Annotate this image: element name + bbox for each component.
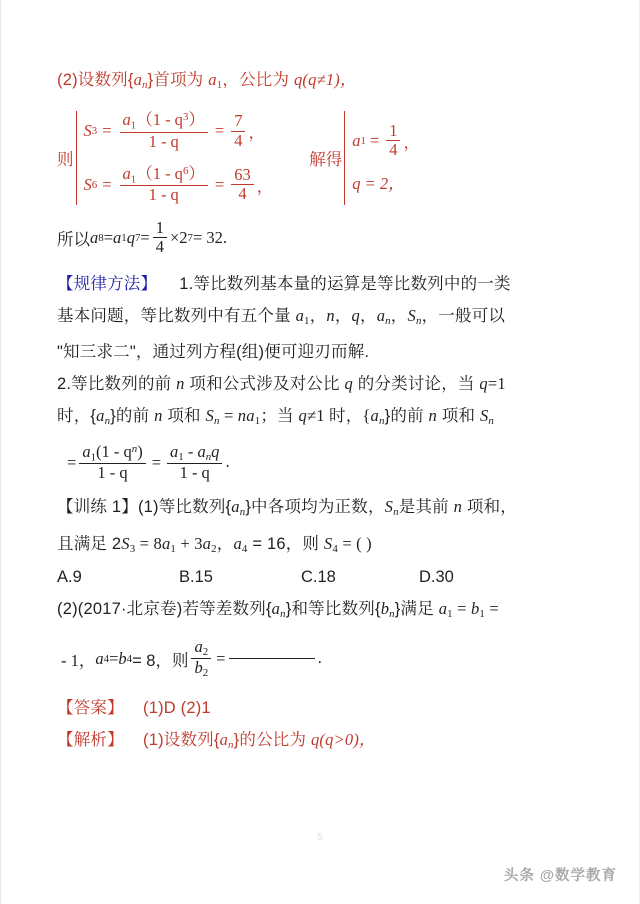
item2-line1a: 2.等比数列的前 — [57, 374, 177, 393]
formula1-numerator — [79, 443, 145, 464]
exercise-line1: 【训练 1】(1)等比数列$\{a_n\}$中各项均为正数，$S_n$是其前 n 项和， — [57, 496, 517, 518]
conc-a1-subscript: 1 — [121, 231, 127, 244]
q2-line1c: }满足 — [394, 599, 439, 618]
option-b[interactable]: B.15 — [179, 567, 213, 586]
s6-num-close: ） — [188, 164, 205, 184]
q1-line2f: = ( ) — [338, 533, 372, 553]
a8-subscript: 8 — [98, 231, 104, 244]
solution-a1 — [352, 122, 420, 160]
f1-num-a-sub: 1 — [90, 451, 96, 464]
sol-a1-subscript: 1 — [360, 134, 366, 147]
s6-subscript: 6 — [91, 178, 98, 191]
equation-s3: S 3 = $\frac{a_1(1 - q^3)}{1 - q}$ = $\frac{7}{4}$ ， — [83, 110, 265, 151]
method-section-line2: 基本问题，等比数列中有五个量 $a_1$，n，q，$a_n$，$S_n$，一般可以 — [57, 305, 506, 327]
option-a[interactable]: A.9 — [57, 567, 82, 586]
conc-q-symbol: q — [126, 227, 135, 247]
s6-num-exp: 6 — [182, 164, 189, 177]
f2-denominator: 1 - q — [179, 463, 210, 483]
q2-frac-num — [191, 638, 211, 659]
item2-line1d: =1 — [487, 373, 506, 393]
s6-denominator: 1 - q — [148, 185, 179, 205]
item2-line2b: }的前 — [110, 406, 155, 425]
conclusion-eq1: = — [103, 227, 113, 247]
q2-frac-b: b — [194, 658, 203, 678]
item2-line2f: ≠1 时，{ — [306, 405, 371, 425]
q1-line2d: ， — [216, 534, 234, 553]
conc-frac-num: 1 — [153, 219, 167, 238]
method-section-item2-line1: 2.等比数列的前 n 项和公式涉及对公比 q 的分类讨论，当 q=1 — [57, 373, 506, 393]
q1-line2a: 且满足 2 — [57, 534, 122, 553]
q1-line1a: (1)等比数列{ — [137, 497, 232, 516]
page-number: 5 — [317, 832, 323, 843]
f1-denominator: 1 - q — [97, 463, 128, 483]
method-item1-line2b: ，一般可以 — [421, 306, 506, 325]
f2-num-q: q — [211, 442, 220, 462]
s6-num-rest: （1 - q — [136, 164, 183, 184]
conclusion-prefix: 所以 — [57, 230, 90, 249]
f2-num-an: a — [197, 442, 206, 462]
q-symbol: q — [293, 70, 303, 89]
s6-symbol: S — [83, 174, 92, 194]
f2-num-minus: - — [183, 442, 198, 462]
exercise-q2-line2: - 1， a 4 = b 4 = 8，则 $\frac{a_2}{b_2}$ = . — [61, 636, 323, 680]
q2-frac-a-sub: 2 — [202, 646, 209, 659]
f2-num-a1: a — [170, 442, 179, 462]
q2-equals: = — [216, 648, 226, 668]
answer-value: (1)D (2)1 — [143, 699, 211, 718]
s3-subscript: 3 — [91, 125, 98, 137]
analysis-label: 【解析】 — [57, 731, 124, 750]
method-section-line1 — [57, 269, 591, 300]
sol-a1-equals: = — [369, 130, 380, 150]
a8-symbol: a — [90, 227, 99, 247]
s6-num-a-sub: 1 — [130, 173, 137, 186]
a1-symbol: a — [208, 70, 217, 89]
solve-label: 解得 — [309, 150, 343, 169]
q2-frac-a: a — [194, 636, 203, 656]
s3-res-num: 7 — [231, 112, 245, 131]
solution-conclusion — [57, 219, 591, 257]
option-list — [57, 568, 591, 587]
q2-period: . — [317, 649, 323, 668]
item2-line1b: 项和公式涉及对公比 — [184, 374, 345, 393]
watermark: 头条 @数学教育 — [503, 868, 617, 884]
s3-res-den: 4 — [234, 130, 243, 150]
exercise-line2: 且满足 $2S_3 = 8a_1 + 3a_2$，$a_4 = 16$，则 $S_4$ = ( ) — [57, 533, 372, 555]
solution-brace — [344, 111, 345, 205]
item2-line2c: 项和 — [162, 406, 206, 425]
solution-part2-intro — [57, 64, 591, 101]
conc-a1-symbol: a — [113, 227, 122, 247]
seq-symbol: a — [133, 70, 143, 89]
method-section-item2-line2: 时，$\{a_n\}$的前 n 项和 $S_n = na_1$；当 q≠1 时，$\{a_n\}$的前 n 项和 $S_n$ — [57, 405, 495, 427]
s3-denominator: 1 - q — [148, 131, 179, 151]
f1-num-a: a — [82, 442, 91, 462]
f1-num-exp: n — [131, 442, 138, 455]
f1-num-close: ) — [137, 442, 143, 462]
s6-num-a: a — [122, 164, 131, 184]
q1-line2c: + 3 — [176, 533, 203, 553]
q2-line2b: = — [109, 648, 119, 668]
item2-line1c: 的分类讨论，当 — [352, 374, 480, 393]
s6-result-fraction — [231, 166, 254, 204]
intro-prefix: (2)设数列{ — [57, 71, 134, 89]
method-item1-line1: 1.等比数列基本量的运算是等比数列中的一类 — [179, 274, 511, 293]
page-content — [57, 64, 591, 762]
system-brace — [76, 111, 77, 205]
formula2-numerator — [167, 443, 222, 464]
s3-symbol: S — [83, 121, 92, 140]
conclusion-eq2: = — [140, 227, 150, 247]
q2-frac-den — [191, 659, 211, 679]
solution-q: q = 2， — [352, 173, 405, 193]
conclusion-fraction — [153, 219, 167, 257]
sol-a1-symbol: a — [352, 130, 361, 150]
equation-s6: S 6 = $\frac{a_1(1 - q^6)}{1 - q}$ = $\frac{63}{4}$ ， — [83, 164, 274, 205]
seq-subscript: n — [142, 79, 148, 92]
conclusion-tail-exp: 7 — [187, 231, 193, 244]
s3-num-a: a — [122, 110, 131, 130]
exercise-title: 【训练 1】 — [57, 497, 138, 516]
item2-line2g: }的前 — [384, 406, 429, 425]
s6-numerator — [120, 165, 208, 186]
analysis-text-b: }的公比为 — [233, 731, 311, 750]
formula-period: . — [225, 453, 230, 472]
then-label: 则 — [57, 150, 74, 169]
sol-a1-fraction — [386, 122, 400, 160]
s6-res-num: 63 — [231, 166, 254, 185]
exercise-q2-line1: (2)(2017·北京卷)若等差数列$\{a_n\}$和等比数列$\{b_n\}$满足 $a_1 = b_1$ = — [57, 598, 499, 620]
formula-eq-sign: = — [67, 452, 77, 472]
answer-label: 【答案】 — [57, 699, 124, 718]
f1-num-rest: (1 - q — [96, 442, 132, 462]
q1-line1d: 项和， — [462, 497, 517, 516]
a1-subscript: 1 — [216, 79, 223, 92]
conclusion-result: = 32. — [192, 227, 227, 247]
analysis-text-c: (q>0)， — [319, 730, 376, 750]
q-condition: (q≠1)， — [302, 70, 357, 89]
conc-q-exp: 7 — [134, 231, 141, 244]
s6-comma: ， — [256, 177, 274, 196]
formula-mid-eq: = — [151, 452, 161, 472]
s3-num-a-sub: 1 — [130, 119, 137, 132]
q2-line2a: - 1， — [61, 650, 96, 670]
method-section-title: 【规律方法】 — [57, 274, 158, 293]
sol-a1-num: 1 — [386, 122, 400, 141]
method-item1-line2a: 基本问题，等比数列中有五个量 — [57, 306, 296, 325]
q2-line2c: = 8，则 — [132, 651, 189, 670]
q1-line2b: = 8 — [135, 533, 162, 553]
q1-line1b: }中各项均为正数， — [245, 497, 385, 516]
s6-res-den: 4 — [238, 184, 247, 204]
system-equations — [84, 111, 274, 205]
q2-ratio-fraction — [191, 638, 211, 679]
f2-num-an-sub: n — [205, 451, 212, 464]
conclusion-tail-mul: ×2 — [169, 227, 188, 247]
conc-frac-den: 4 — [155, 237, 164, 257]
analysis-text-a: (1)设数列{ — [143, 731, 220, 750]
q1-line1c: 是其前 — [398, 497, 454, 516]
equation-system — [57, 111, 591, 205]
formula-fraction-1 — [79, 443, 145, 483]
s3-num-exp: 3 — [182, 111, 189, 124]
option-c[interactable]: C.18 — [301, 567, 336, 586]
f2-num-a1-sub: 1 — [178, 451, 184, 464]
q2-line1d: = — [452, 598, 471, 618]
s6-fraction — [120, 165, 208, 205]
s3-comma: ， — [248, 124, 265, 142]
intro-mid2: ，公比为 — [222, 71, 294, 89]
item2-line2a: 时，{ — [57, 406, 97, 425]
answer-row — [57, 693, 591, 724]
sum-formula-line — [67, 443, 591, 483]
sol-a1-comma: ， — [403, 133, 420, 152]
q2-line1b: }和等比数列{ — [285, 599, 381, 618]
sol-a1-den: 4 — [389, 140, 398, 160]
s3-result-fraction — [231, 112, 245, 150]
item2-line2e: ；当 — [260, 406, 299, 425]
option-d[interactable]: D.30 — [419, 567, 454, 586]
analysis-row: 【解析】 (1)设数列$\{a_n\}$的公比为 q(q>0)， — [57, 724, 591, 761]
q2-line1a: (2)(2017·北京卷)若等差数列{ — [57, 599, 272, 618]
formula-fraction-2 — [167, 443, 222, 483]
q2-frac-b-sub: 2 — [202, 667, 209, 680]
s3-num-rest: （1 - q — [136, 110, 183, 130]
s3-fraction — [120, 111, 208, 151]
answer-blank[interactable] — [229, 658, 315, 659]
q1-line2e: = 16，则 — [247, 534, 324, 553]
method-section-line3: "知三求二"，通过列方程(组)便可迎刃而解. — [57, 342, 370, 361]
solution-values — [352, 122, 420, 194]
s3-num-close: ） — [188, 110, 205, 130]
item2-line2h: 项和 — [437, 406, 480, 425]
q2-line1e: = — [485, 598, 499, 618]
intro-mid: }首项为 — [147, 71, 209, 89]
s3-numerator — [120, 111, 208, 132]
item2-line2d: = — [219, 405, 238, 425]
